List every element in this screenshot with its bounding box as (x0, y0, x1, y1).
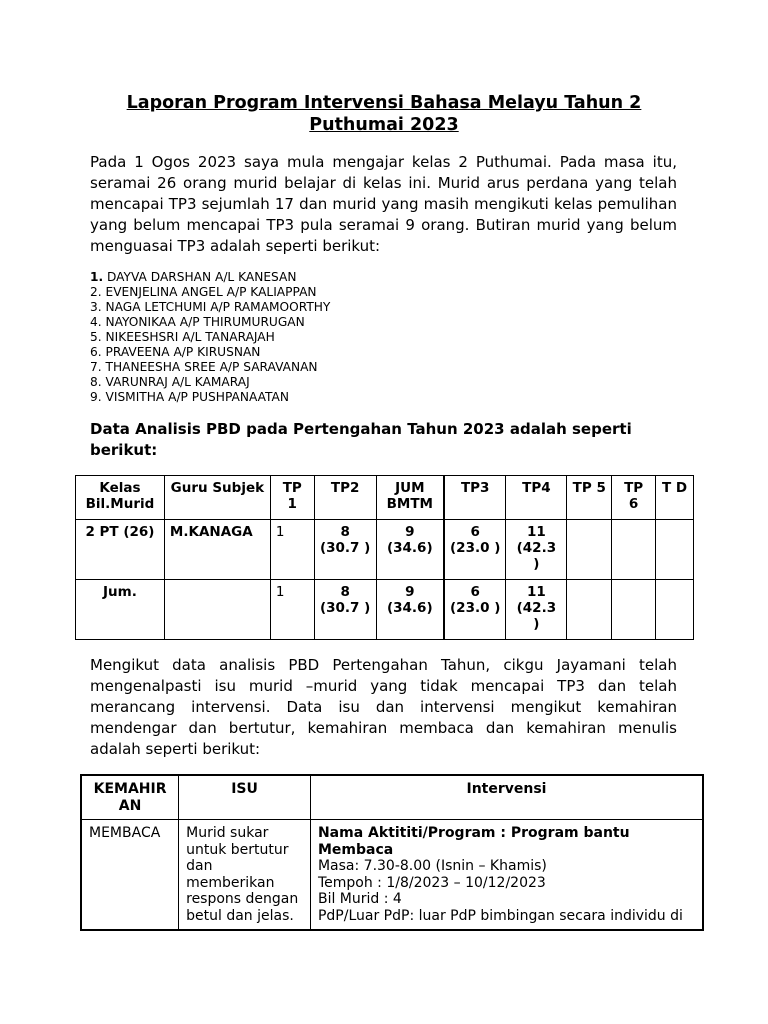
title-line-2: Puthumai 2023 (309, 115, 459, 135)
column-header: TP3 (444, 476, 506, 520)
intervention-detail: Tempoh : 1/8/2023 – 10/12/2023 (317, 874, 546, 891)
analysis-paragraph: Mengikut data analisis PBD Pertengahan Tahun, cikgu Jayamani telah mengenalpasti isu murid –murid yang tidak mencapai TP3 dan telah merancang intervensi. Data isu dan intervensi mengikut kemahiran mendengar dan bertutur, kemahiran membaca dan kemahiran menulis adalah seperti berikut: (90, 656, 677, 758)
list-item (90, 315, 330, 330)
report-title (90, 92, 678, 136)
list-item (90, 300, 330, 315)
list-item-number: 8. (90, 375, 102, 389)
table-cell: 8 (30.7 ) (314, 520, 376, 580)
table-cell (567, 580, 612, 640)
intervention-detail: Bil Murid : 4 (317, 891, 402, 907)
column-header: Intervensi (310, 775, 703, 820)
issue-cell: Murid sukar untuk bertutur dan memberikan respons dengan betul dan jelas. (179, 820, 311, 931)
skill-cell: MEMBACA (81, 820, 179, 931)
student-name: EVENJELINA ANGEL A/P KALIAPPAN (105, 285, 317, 299)
table-cell: 8 (30.7 ) (314, 580, 376, 640)
table-cell: 9 (34.6) (376, 580, 444, 640)
column-header: Kelas Bil.Murid (76, 476, 165, 520)
table-header-row (81, 775, 703, 820)
table-cell (656, 520, 694, 580)
table-cell: 6 (23.0 ) (444, 580, 506, 640)
title-line-1: Laporan Program Intervensi Bahasa Melayu Tahun 2 (126, 93, 642, 113)
student-name: THANEESHA SREE A/P SARAVANAN (105, 360, 318, 374)
table-cell (567, 520, 612, 580)
column-header: TP4 (506, 476, 567, 520)
intro-paragraph: Pada 1 Ogos 2023 saya mula mengajar kelas 2 Puthumai. Pada masa itu, seramai 26 orang murid belajar di kelas ini. Murid arus perdana yang telah mencapai TP3 sejumlah 17 dan murid yang masih mengikuti kelas pemulihan yang belum mencapai TP3 pula seramai 9 orang. Butiran murid yang belum menguasai TP3 adalah seperti berikut: (90, 153, 677, 255)
column-header: TP 5 (567, 476, 612, 520)
intervention-detail: Masa: 7.30-8.00 (Isnin – Khamis) (317, 858, 547, 874)
list-item-number: 6. (90, 345, 102, 359)
table-cell (612, 520, 656, 580)
pbd-analysis-heading: Data Analisis PBD pada Pertengahan Tahun 2023 adalah seperti berikut: (90, 420, 632, 459)
student-name: PRAVEENA A/P KIRUSNAN (105, 345, 261, 359)
table-header-row (76, 476, 694, 520)
table-cell: 1 (270, 520, 314, 580)
column-header: T D (656, 476, 694, 520)
program-title: Nama Aktititi/Program : Program bantu Membaca (317, 825, 630, 858)
list-item (90, 360, 330, 375)
table-cell: Jum. (76, 580, 165, 640)
table-cell (656, 580, 694, 640)
list-item-number: 1. (90, 270, 104, 284)
table-row (76, 520, 694, 580)
table-cell (164, 580, 270, 640)
pbd-analysis-table (75, 475, 694, 640)
list-item (90, 285, 330, 300)
student-name: NAYONIKAA A/P THIRUMURUGAN (105, 315, 305, 329)
table-cell: 1 (270, 580, 314, 640)
student-name: VARUNRAJ A/L KAMARAJ (105, 375, 250, 389)
list-item (90, 345, 330, 360)
list-item (90, 390, 330, 405)
student-list (90, 270, 330, 405)
list-item-number: 9. (90, 390, 102, 404)
student-name: DAYVA DARSHAN A/L KANESAN (107, 270, 297, 284)
column-header: TP 6 (612, 476, 656, 520)
student-name: NIKEESHSRI A/L TANARAJAH (105, 330, 275, 344)
student-name: VISMITHA A/P PUSHPANAATAN (105, 390, 289, 404)
table-cell: 11 (42.3 ) (506, 520, 567, 580)
column-header: JUM BMTM (376, 476, 444, 520)
list-item-number: 7. (90, 360, 102, 374)
list-item (90, 270, 330, 285)
column-header: KEMAHIR AN (81, 775, 179, 820)
intervention-cell (310, 820, 703, 931)
table-cell (612, 580, 656, 640)
student-name: NAGA LETCHUMI A/P RAMAMOORTHY (105, 300, 331, 314)
table-cell: 9 (34.6) (376, 520, 444, 580)
intervention-table (80, 774, 704, 931)
column-header: Guru Subjek (164, 476, 270, 520)
list-item-number: 2. (90, 285, 102, 299)
column-header: ISU (179, 775, 311, 820)
list-item (90, 375, 330, 390)
list-item-number: 3. (90, 300, 102, 314)
list-item-number: 4. (90, 315, 102, 329)
intervention-detail: PdP/Luar PdP: luar PdP bimbingan secara individu di (317, 907, 683, 924)
table-cell: 6 (23.0 ) (444, 520, 506, 580)
table-cell: 2 PT (26) (76, 520, 165, 580)
table-cell: 11 (42.3 ) (506, 580, 567, 640)
column-header: TP 1 (270, 476, 314, 520)
table-row (76, 580, 694, 640)
list-item-number: 5. (90, 330, 102, 344)
table-cell: M.KANAGA (164, 520, 270, 580)
table-row (81, 820, 703, 931)
list-item (90, 330, 330, 345)
column-header: TP2 (314, 476, 376, 520)
